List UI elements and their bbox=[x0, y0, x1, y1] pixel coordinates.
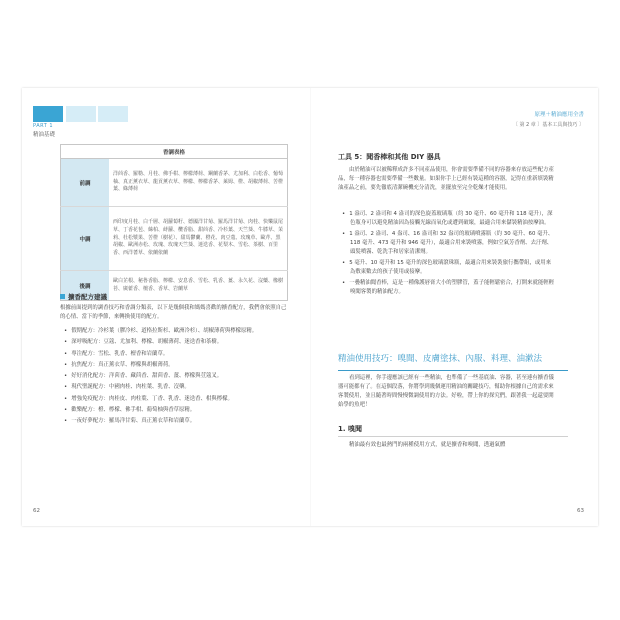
table-cell: 歐白芷根、秘魯香脂、檸檬、安息香、雪松、乳香、薑、永久花、沒藥、橡樹苔、廣藿香、檀香、香草、岩蘭草 bbox=[109, 271, 288, 301]
tool-intro: 由於精油可以被稀釋成許多不同產品使用，你會需要準備不同的容器來存放這些配方產品，每一種容器也需要準備一些數量。如果你手上已經有裝這種的容器，記得在重新填裝精油產品之前，要先徹底清潔碗機充分清洗，並擺放至完全乾燥才能使用。 bbox=[338, 167, 554, 191]
part-tab-active bbox=[33, 106, 63, 122]
list-item: • 1 盎司、2 盎司和 4 盎司的深色旋蓋玻璃瓶（約 30 毫升、60 毫升和 118 毫升），深色瓶身可以避免精油因為接觸光線而氧化或遭到破壞，最適合用來儲裝精油按摩油。 bbox=[350, 210, 556, 228]
list-item: • 好好消化配方：洋茴香、藏茴香、甜茴香、薑、檸檬與荳蔻叉。 bbox=[72, 371, 290, 382]
list-item: • 5 毫升、10 毫升和 15 毫升的深色玻璃滾珠瓶，最適合用來裝裝旅行攜帶組，或用來為敷東數去的孩子使用或接摩。 bbox=[350, 259, 556, 277]
book-gutter bbox=[310, 88, 311, 526]
table-header: 香調表格 bbox=[61, 145, 288, 159]
chapter-label: 精油基礎 bbox=[33, 132, 56, 138]
subsection-intro: 精油最有效也最熱門的兩種使用方式，就是擴香和嗅聞，透過氣體 bbox=[349, 442, 506, 448]
subsection-title: 1. 嗅聞 bbox=[338, 425, 362, 433]
part-label: PART 1 bbox=[33, 123, 54, 129]
list-item: • 現代聖誕配方：中國肉桂、肉柱葉、乳香、沒藥。 bbox=[72, 382, 290, 393]
list-item: • 深呼吸配方：豆蔻、尤加利、檸檬、胡椒薄荷、迷迭香和茶樹。 bbox=[72, 337, 290, 348]
section-title-text: 擴香配方建議 bbox=[68, 293, 107, 301]
section-intro: 根據前面提到的調香技巧和香調分類表，以下是幾個我和媽媽喜歡的擴香配方，我們會依照自己的心情、當下的季節，來轉換使用的配方。 bbox=[60, 305, 287, 320]
page-number: 62 bbox=[33, 508, 40, 514]
table-row bbox=[61, 207, 288, 271]
tool-title: 工具 5：聞香棒和其他 DIY 器具 bbox=[338, 153, 441, 161]
table-category: 後調 bbox=[61, 271, 110, 301]
table-category: 中調 bbox=[61, 207, 110, 271]
section-heading: 精油使用技巧：嗅聞、皮膚塗抹、內服、料理、油漱法 bbox=[338, 352, 568, 371]
tool-list bbox=[350, 210, 556, 299]
chapter-info: 〔 第 2 章 〕基本工具與技巧 〕 bbox=[512, 122, 584, 128]
notes-table bbox=[60, 144, 288, 301]
list-item: • 歡樂配方：橙、檸檬、佛手柑、葡萄柚與香草原精。 bbox=[72, 405, 290, 416]
table-cell: 西印度月桂、白千層、胡蘿蔔籽、德國洋甘菊、羅馬洋甘菊、肉桂、快樂鼠尾草、丁香花苞、絲柏、蒔蘿、欖香脂、甜茴香、冷杉葉、天竺葵、牛膝草、茉莉、杜松漿果、苦橙（樹花）、甜馬鬱蘭、橙花、肉豆蔻、玫瑰草、歐芹、黑胡椒、歐洲赤松、玫瑰、玫瑰天竺葵、迷迭香、花梨木、雪松、茶樹、百里香、西洋蓍草、依蘭依蘭 bbox=[109, 207, 288, 271]
table-category: 前調 bbox=[61, 159, 110, 207]
running-header bbox=[513, 110, 584, 128]
table-row bbox=[61, 159, 288, 207]
recipe-list bbox=[72, 326, 290, 428]
table-cell: 洋茴香、羅勒、月桂、佛手柑、檸檬薄荷、鋼蘭香茅、尤加利、白松香、葡萄柚、真正薰衣草、龍貢薰衣草、檸檬、檸檬香茅、萊姆、橙、胡椒薄荷、苦橙葉、綠薄荷 bbox=[109, 159, 288, 207]
divider bbox=[338, 436, 568, 437]
section-intro: 看到這裡，你手邊應該已經有一些精油，也準備了一些基底油、容器，甚至連有擴香儀器可能都有了。在這個段落，你將學到幾個運用精油的關鍵技巧，幫助你根據自己的需求來客製使用，並且隨著時間慢慢微調使用的方法。好啦，帶上你的探究們，跟著我一起還要開始學的魚吧！ bbox=[338, 375, 554, 408]
list-item: • 一疊精油聞香棒，這是一種像護唇膏大小的塑膠管，蓋子能輕鬆密合，打開來就能輕輕嗅聞客製的精油配方。 bbox=[350, 279, 556, 297]
list-item: • 專注配方：雪松、乳香、檀香和岩蘭草。 bbox=[72, 349, 290, 360]
list-item: • 假期配方：冷杉葉（膠冷杉、道格拉斯杉、歐洲冷杉）、胡椒薄荷與檸檬原精。 bbox=[72, 326, 290, 337]
part-tab bbox=[98, 106, 128, 122]
list-item: • 抗焦配方：真正薰衣草、檸檬與胡椒薄荷。 bbox=[72, 360, 290, 371]
square-bullet-icon bbox=[60, 294, 65, 299]
list-item: • 1 盎司、2 盎司、4 盎司、16 盎司和 32 盎司的玻璃噴霧瓶（約 30 毫升、60 毫升、118 毫升、473 毫升和 946 毫升），最適合用來裝噴霧，例如空氣芳香劑、去汙劑、頭髮噴霧、乾洗手和居家清潔劑。 bbox=[350, 230, 556, 257]
section-title bbox=[60, 292, 107, 301]
page-number: 63 bbox=[577, 508, 584, 514]
list-item: • 一夜好夢配方：羅馬洋甘菊、真正薰衣草和岩蘭草。 bbox=[72, 416, 290, 427]
part-tab bbox=[66, 106, 96, 122]
list-item: • 增強免疫配方：肉桂皮、肉柱葉、丁香、乳香、迷迭香、柑與檸檬。 bbox=[72, 394, 290, 405]
book-title: 原理＋精油應用全書 bbox=[534, 112, 584, 118]
